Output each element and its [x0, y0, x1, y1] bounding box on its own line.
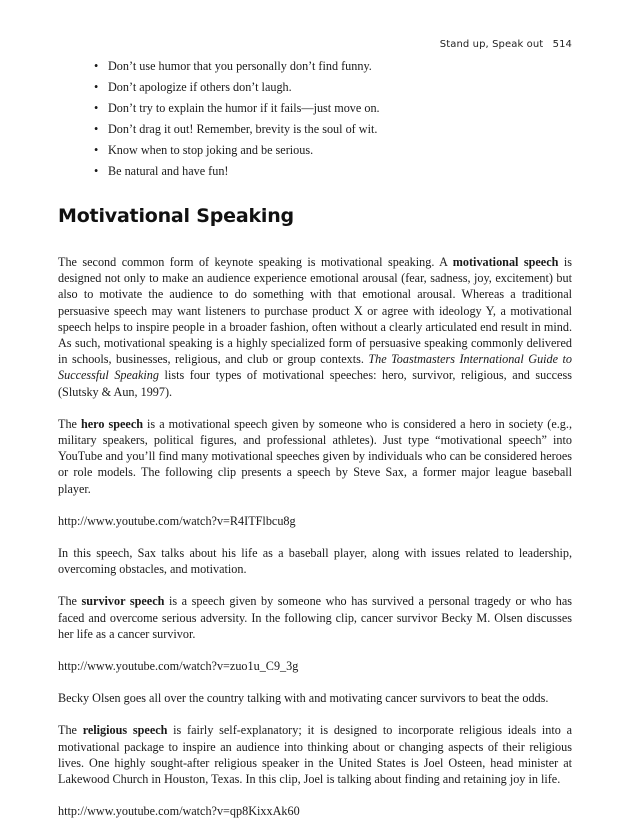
paragraph-hero-speech: The hero speech is a motivational speech given by someone who is considered a hero in society (e.g., military speakers, political figures, and professional athletes). Just type “motivational speech” into YouTube and you’ll find many motivational speeches given by individuals who can be considered heroes or role models. The following clip presents a speech by Steve Sax, a former major league baseball player. [58, 416, 572, 496]
list-item: • Be natural and have fun! [94, 164, 229, 178]
book-title-header: Stand up, Speak out [439, 39, 544, 50]
paragraph-religious-speech: The religious speech is fairly self-explanatory; it is designed to incorporate religious ideals into a motivational package to inspire an audience into thinking about or changing aspects of their religious lives. One highly sought-after religious speaker in the United States is Joel Osteen, head minister at Lakewood Church in Houston, Texas. In this clip, Joel is talking about finding and retaining joy in life. [58, 723, 572, 787]
list-item: • Don’t try to explain the humor if it fails—just move on. [94, 101, 380, 115]
video-link[interactable]: http://www.youtube.com/watch?v=qp8KixxAk60 [58, 804, 300, 819]
video-link[interactable]: http://www.youtube.com/watch?v=zuo1u_C9_3g [58, 659, 299, 674]
list-item: • Know when to stop joking and be serious. [94, 143, 314, 157]
humor-tips-list [94, 58, 380, 184]
paragraph-sax-summary: In this speech, Sax talks about his life as a baseball player, along with issues related to leadership, overcoming obstacles, and motivation. [58, 546, 572, 577]
list-item: • Don’t drag it out! Remember, brevity is the soul of wit. [94, 122, 378, 136]
key-term: motivational speech [452, 255, 559, 269]
paragraph-survivor-speech: The survivor speech is a speech given by someone who has survived a personal tragedy or who has faced and overcome serious adversity. In the following clip, cancer survivor Becky M. Olsen discusses her life as a cancer survivor. [58, 594, 572, 641]
page-number: 514 [552, 39, 572, 50]
paragraph-olsen-summary: Becky Olsen goes all over the country talking with and motivating cancer survivors to beat the odds. [58, 691, 549, 706]
list-item: • Don’t use humor that you personally don’t find funny. [94, 59, 372, 73]
bullet-icon: • [94, 122, 99, 136]
paragraph-motivational-speech: The second common form of keynote speaking is motivational speaking. A motivational speech is designed not only to make an audience experience emotional arousal (fear, sadness, joy, excitement) but also to motivate the audience to do something with that emotional arousal. Whereas a traditional persuasive speech may want listeners to purchase product X or agree with ideology Y, a motivational speech helps to inspire people in a broader fashion, often without a clearly articulated end result in mind. As such, motivational speaking is a highly specialized form of persuasive speaking commonly delivered in schools, businesses, religious, and club or group contexts. The Toastmasters International Guide to Successful Speaking lists four types of motivational speeches: hero, survivor, religious, and success (Slutsky & Aun, 1997). [58, 255, 572, 399]
video-link[interactable]: http://www.youtube.com/watch?v=R4ITFlbcu8g [58, 513, 296, 528]
bullet-icon: • [94, 164, 99, 178]
body-text [58, 254, 572, 835]
key-term: survivor speech [81, 594, 165, 609]
bullet-icon: • [94, 101, 99, 115]
key-term: religious speech [82, 723, 168, 738]
bullet-icon: • [94, 143, 99, 157]
running-header [440, 39, 572, 50]
list-item: • Don’t apologize if others don’t laugh. [94, 80, 292, 94]
bullet-icon: • [94, 59, 99, 73]
key-term: hero speech [80, 416, 144, 431]
cited-book-title: The Toastmasters International Guide to Successful Speaking [58, 352, 572, 383]
bullet-icon: • [94, 80, 99, 94]
section-title: Motivational Speaking [58, 205, 294, 227]
